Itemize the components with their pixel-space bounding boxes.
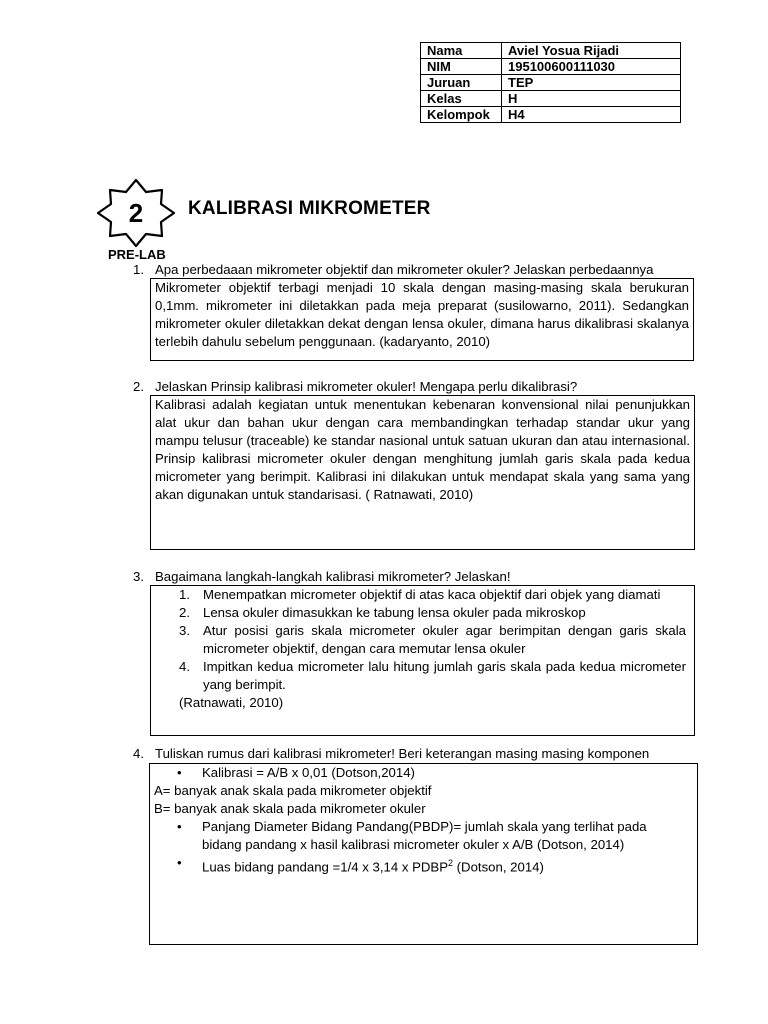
source-citation: (Ratnawati, 2010) (179, 695, 284, 710)
question-text: Jelaskan Prinsip kalibrasi mikrometer okuler! Mengapa perlu dikalibrasi? (155, 379, 578, 394)
formula-bullet: • Luas bidang pandang =1/4 x 3,14 x PDBP$^2$ (Dotson, 2014) (177, 855, 544, 875)
info-label: Juruan (421, 75, 502, 91)
question-number: 1. (133, 262, 144, 277)
info-value: H4 (502, 107, 681, 123)
table-row (421, 43, 681, 59)
question-number: 2. (133, 379, 144, 394)
identity-table (420, 42, 681, 123)
question-text: Bagaimana langkah-langkah kalibrasi mikrometer? Jelaskan! (155, 569, 511, 584)
info-label: NIM (421, 59, 502, 75)
steps-list (151, 586, 694, 694)
list-item: 4. Impitkan kedua micrometer lalu hitung jumlah garis skala pada kedua micrometer yang berimpit. (179, 659, 686, 692)
info-value: TEP (502, 75, 681, 91)
answer-box-1 (150, 278, 694, 361)
list-item: 2. Lensa okuler dimasukkan ke tabung lensa okuler pada mikroskop (179, 605, 586, 620)
answer-text: Kalibrasi adalah kegiatan untuk menentukan kebenaran konvensional nilai penunjukkan alat ukur dan bahan ukur dengan cara membandingkan terhadap standar ukur yang mampu telusur (traceable) ke standar nasional untuk satuan ukuran dan atau internasional. Prinsip kalibrasi micrometer okuler dengan menghitung jumlah garis skala pada kedua micrometer yang berimpit. Kalibrasi ini dilakukan untuk mendapat skala yang sama yang akan digunakan untuk standarisasi. ( Ratnawati, 2010) (155, 397, 690, 502)
list-item: 1. Menempatkan micrometer objektif di atas kaca objektif dari objek yang diamati (179, 587, 661, 602)
section-label: PRE-LAB (108, 247, 166, 262)
answer-box-3 (150, 585, 695, 736)
info-value: 195100600111030 (502, 59, 681, 75)
chapter-number: 2 (128, 198, 144, 228)
question-3 (133, 568, 511, 586)
info-label: Nama (421, 43, 502, 59)
question-number: 4. (133, 746, 144, 761)
question-2 (133, 378, 577, 396)
table-row (421, 107, 681, 123)
answer-box-4 (149, 763, 698, 945)
question-1 (133, 261, 653, 279)
question-number: 3. (133, 569, 144, 584)
chapter-badge (96, 178, 176, 248)
question-text: Tuliskan rumus dari kalibrasi mikrometer! Beri keterangan masing masing komponen (155, 746, 650, 761)
chapter-title: KALIBRASI MIKROMETER (188, 198, 431, 219)
list-item: 3. Atur posisi garis skala micrometer okuler agar berimpitan dengan garis skala micrometer objektif, dengan cara memutar lensa okuler (179, 623, 686, 656)
answer-text: Mikrometer objektif terbagi menjadi 10 skala dengan masing-masing skala berukuran 0,1mm. mikrometer ini diletakkan pada meja preparat (susilowarno, 2011). Sedangkan mikrometer okuler diletakkan dekat dengan lensa okuler, dimana harus dikalibrasi skalanya terlebih dahulu sebelum penggunaan. (kadaryanto, 2010) (155, 280, 689, 349)
answer-box-2 (150, 395, 695, 550)
question-4 (133, 745, 649, 763)
info-value: H (502, 91, 681, 107)
formula-note-a: A= banyak anak skala pada mikrometer objektif (154, 783, 432, 798)
formula-bullet: • Kalibrasi = A/B x 0,01 (Dotson,2014) (177, 765, 415, 780)
table-row (421, 91, 681, 107)
table-row (421, 75, 681, 91)
formula-bullet: • Panjang Diameter Bidang Pandang(PBDP)= jumlah skala yang terlihat pada bidang pandang x hasil kalibrasi micrometer okuler x A/B (Dotson, 2014) (177, 819, 647, 852)
question-text: Apa perbedaaan mikrometer objektif dan mikrometer okuler? Jelaskan perbedaannya (155, 262, 654, 277)
info-value: Aviel Yosua Rijadi (502, 43, 681, 59)
info-label: Kelompok (421, 107, 502, 123)
formula-note-b: B= banyak anak skala pada mikrometer okuler (154, 801, 426, 816)
table-row (421, 59, 681, 75)
info-label: Kelas (421, 91, 502, 107)
